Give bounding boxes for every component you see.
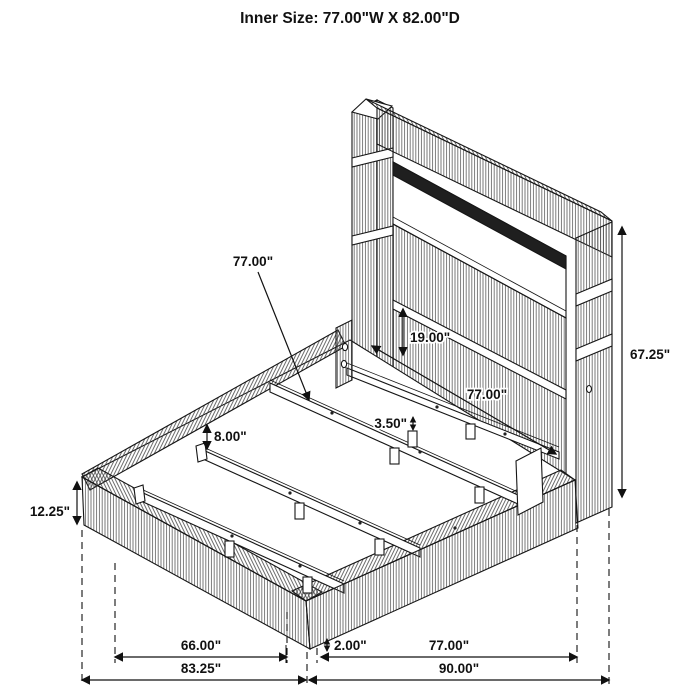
bracket-hole bbox=[342, 343, 347, 350]
slat-foot bbox=[225, 541, 234, 557]
right-post-hole bbox=[587, 386, 592, 393]
label-inner-width-mid: 77.00" bbox=[466, 387, 508, 402]
label-slat-gap: 8.00" bbox=[214, 429, 247, 444]
label-headboard-clearance: 19.00" bbox=[410, 330, 451, 345]
diagram-title: Inner Size: 77.00"W X 82.00"D bbox=[240, 10, 460, 27]
headboard-right-post-front bbox=[576, 222, 612, 523]
label-slat-leader: 77.00" bbox=[232, 254, 274, 269]
label-width-outer: 90.00" bbox=[438, 661, 480, 676]
label-depth-inner: 66.00" bbox=[180, 638, 222, 653]
label-slat-thickness: 3.50" bbox=[374, 416, 407, 431]
slat-foot bbox=[295, 503, 304, 519]
slat-foot bbox=[390, 448, 399, 464]
slat-foot bbox=[303, 577, 312, 593]
bracket-hole bbox=[341, 360, 346, 367]
label-rail-inset: 2.00" bbox=[334, 638, 367, 653]
slat-foot bbox=[375, 539, 384, 555]
slat-end-cap bbox=[196, 443, 207, 462]
label-depth-outer: 83.25" bbox=[180, 661, 222, 676]
slat-foot bbox=[475, 487, 484, 503]
slat-foot bbox=[466, 424, 475, 439]
slat-foot bbox=[408, 431, 417, 447]
side-rail-bracket bbox=[336, 320, 352, 388]
label-width-inner: 77.00" bbox=[428, 638, 470, 653]
label-base-height: 12.25" bbox=[29, 504, 70, 519]
label-headboard-height: 67.25" bbox=[630, 347, 671, 362]
slat-end-cap bbox=[134, 485, 145, 504]
